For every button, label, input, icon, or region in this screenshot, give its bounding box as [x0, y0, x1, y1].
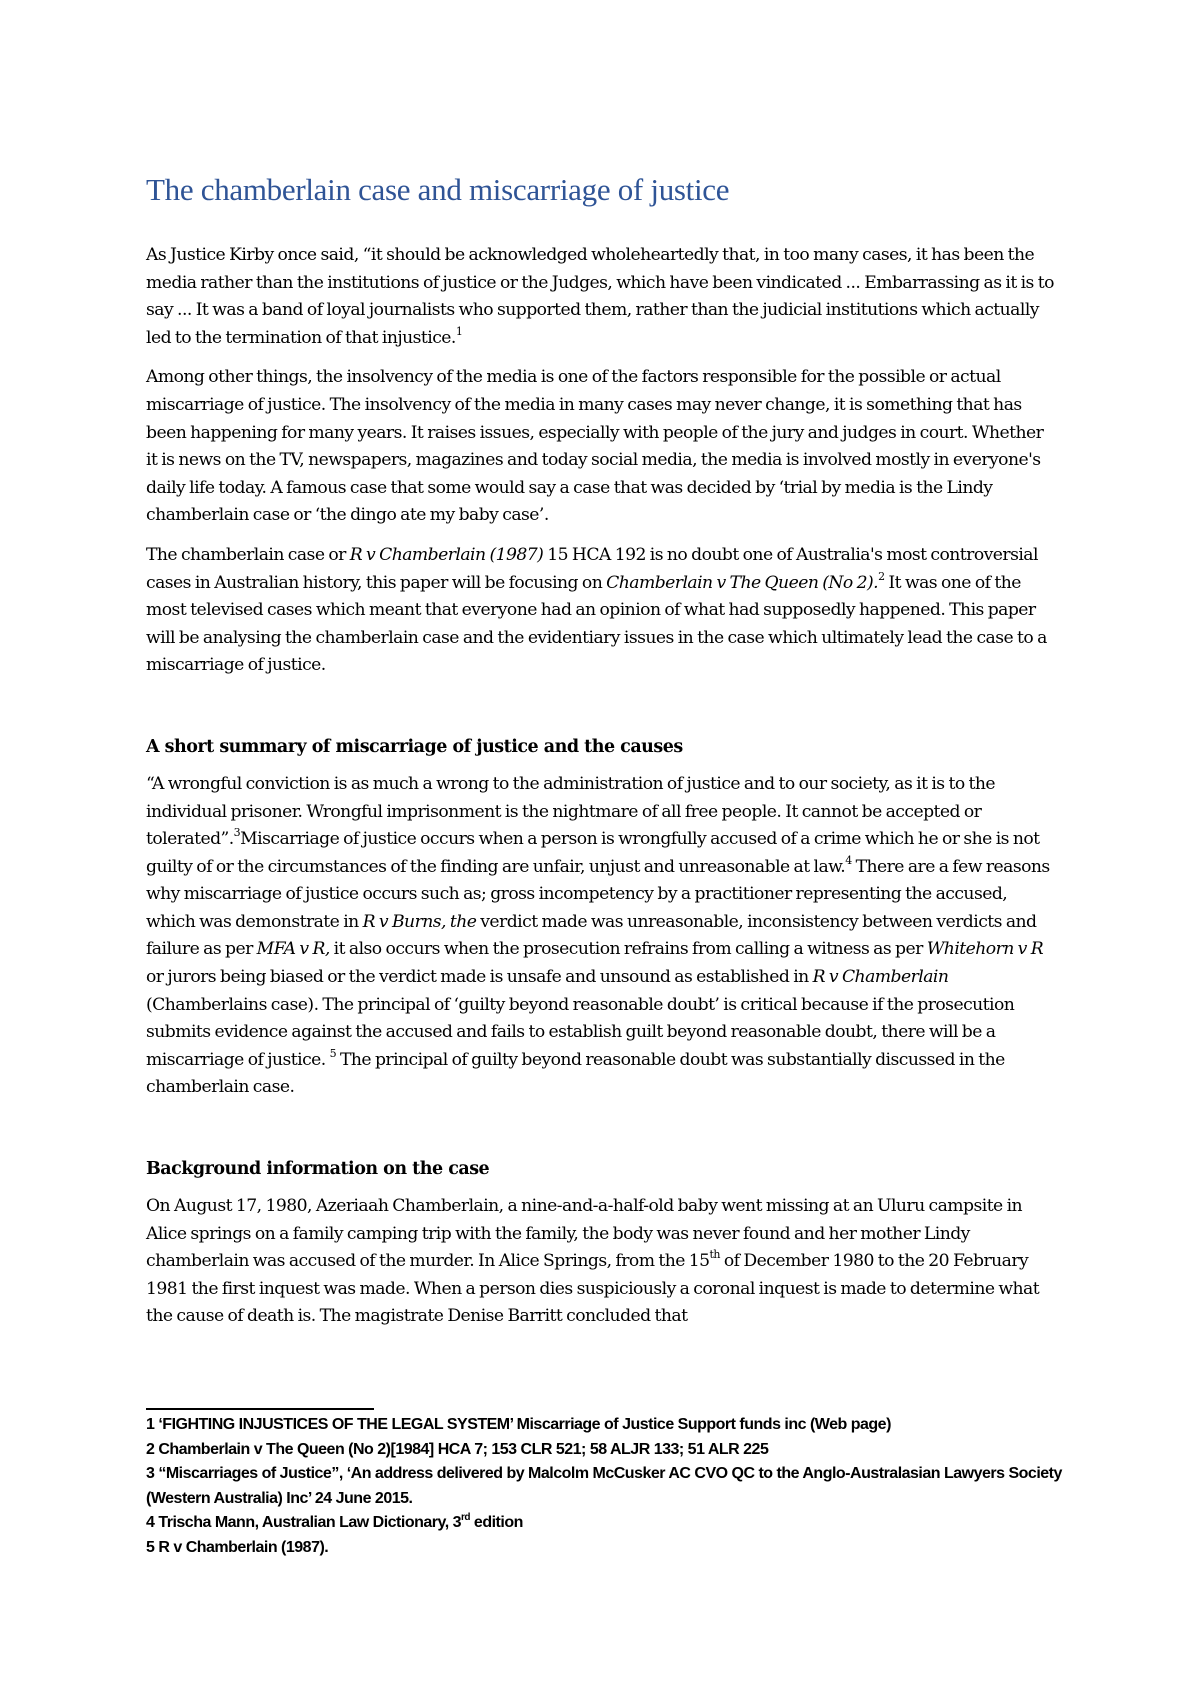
case-citation: Chamberlain v The Queen (No 2).: [606, 572, 879, 593]
footnote-ref-3[interactable]: 3: [233, 826, 241, 840]
case-citation: Whitehorn v R: [926, 939, 1044, 960]
summary-text-e: it also occurs when the prosecution refrains from calling a witness as per: [329, 939, 927, 960]
intro-p3-text-b: 15 HCA 192 is no doubt one of Australia's most controversial cases in Australian history, this paper will be focusing on: [146, 544, 1038, 593]
section-heading-summary: A short summary of miscarriage of justice and the causes: [146, 736, 683, 757]
intro-paragraph-3: [146, 542, 1058, 680]
summary-text-a: “A wrongful conviction is as much a wrong to the administration of justice and to our society, as it is to the individual prisoner. Wrongful imprisonment is the nightmare of all free people. It cannot be accepted or tolerated”.: [146, 773, 996, 850]
summary-text-c: There are a few reasons why miscarriage of justice occurs such as; gross incompetency by a practitioner representing the accused, which was demonstrate in: [146, 856, 1050, 932]
summary-text-h: The principal of guilty beyond reasonable doubt was substantially discussed in the chamberlain case.: [146, 1049, 1005, 1098]
summary-text-f: or jurors being biased or the verdict made is unsafe and unsound as established in: [146, 967, 813, 988]
intro-p1-text: As Justice Kirby once said, “it should be acknowledged wholeheartedly that, in too many cases, it has been the media rather than the institutions of justice or the Judges, which have been vindicated ... Embarrassing as it is to say ... It was a band of loyal journalists who supported them, rather than the judicial institutions which actually led to the termination of that injustice.: [146, 245, 1054, 348]
case-citation: R v Chamberlain: [812, 967, 949, 988]
intro-paragraph-1: [146, 242, 1058, 352]
summary-text-d: verdict made was unreasonable, inconsistency between verdicts and failure as per: [146, 911, 1037, 960]
background-text-b: of December 1980 to the 20 February 1981 the first inquest was made. When a person dies suspiciously a coronal inquest is made to determine what the cause of death is. The magistrate Denise Barritt concluded that: [146, 1251, 1040, 1327]
document-title: The chamberlain case and miscarriage of justice: [146, 172, 730, 207]
footnote-ref-2[interactable]: 2: [878, 569, 885, 583]
ordinal-suffix: rd: [460, 1511, 470, 1523]
background-paragraph: [146, 1193, 1058, 1331]
intro-p3-text-a: The chamberlain case or: [146, 544, 350, 565]
document-page: [146, 150, 1058, 1343]
background-text-a: On August 17, 1980, Azeriaah Chamberlain, a nine-and-a-half-old baby went missing at an Uluru campsite in Alice springs on a family camping trip with the family, the body was never found and her mother Lindy chamberlain was accused of the murder. In Alice Springs, from the 15: [146, 1196, 1023, 1272]
footnote-ref-1[interactable]: 1: [455, 325, 463, 339]
case-citation: MFA v R,: [256, 939, 330, 960]
summary-text-g: (Chamberlains case). The principal of ‘guilty beyond reasonable doubt’ is critical because if the prosecution submits evidence against the accused and fails to establish guilt beyond reasonable doubt, there will be a miscarriage of justice.: [146, 994, 1015, 1070]
footnote-4-text-a: 4 Trischa Mann, Australian Law Dictionary, 3: [146, 1514, 461, 1531]
footnote-5: 5 R v Chamberlain (1987).: [146, 1538, 329, 1556]
footnote-1: 1 ‘FIGHTING INJUSTICES OF THE LEGAL SYSTEM’ Miscarriage of Justice Support funds inc (Web page): [146, 1416, 891, 1433]
intro-p3-text-c: It was one of the most televised cases which meant that everyone had an opinion of what had supposedly happened. This paper will be analysing the chamberlain case and the evidentiary issues in the case which ultimately lead the case to a miscarriage of justice.: [146, 572, 1047, 676]
footnote-4: [146, 1511, 1076, 1536]
ordinal-suffix: th: [709, 1248, 720, 1262]
footnote-3: 3 “Miscarriages of Justice”, ‘An address delivered by Malcolm McCusker AC CVO QC to the Anglo-Australasian Lawyers Society (Western Australia) Inc’ 24 June 2015.: [146, 1465, 1062, 1507]
footnote-2: 2 Chamberlain v The Queen (No 2)[1984] HCA 7; 153 CLR 521; 58 ALJR 133; 51 ALR 225: [146, 1440, 769, 1458]
footnotes: [146, 1413, 1076, 1560]
intro-paragraph-2: Among other things, the insolvency of the media is one of the factors responsible for the possible or actual miscarriage of justice. The insolvency of the media in many cases may never change, it is something that has been happening for many years. It raises issues, especially with people of the jury and judges in court. Whether it is news on the TV, newspapers, magazines and today social media, the media is involved mostly in everyone's daily life today. A famous case that some would say a case that was decided by ‘trial by media is the Lindy chamberlain case or ‘the dingo ate my baby case’.: [146, 367, 1044, 526]
case-citation: R v Chamberlain (1987): [349, 544, 544, 565]
summary-text-b: Miscarriage of justice occurs when a person is wrongfully accused of a crime which he or she is not guilty of or the circumstances of the finding are unfair, unjust and unreasonable at law.: [146, 829, 1040, 877]
footnote-ref-5[interactable]: 5: [329, 1047, 337, 1061]
footnote-4-text-b: edition: [469, 1514, 523, 1531]
footnote-separator: [146, 1408, 374, 1410]
case-citation: R v Burns, the: [362, 911, 477, 932]
footnote-ref-4[interactable]: 4: [845, 853, 852, 867]
summary-paragraph: [146, 771, 1058, 1102]
section-heading-background: Background information on the case: [146, 1159, 490, 1180]
